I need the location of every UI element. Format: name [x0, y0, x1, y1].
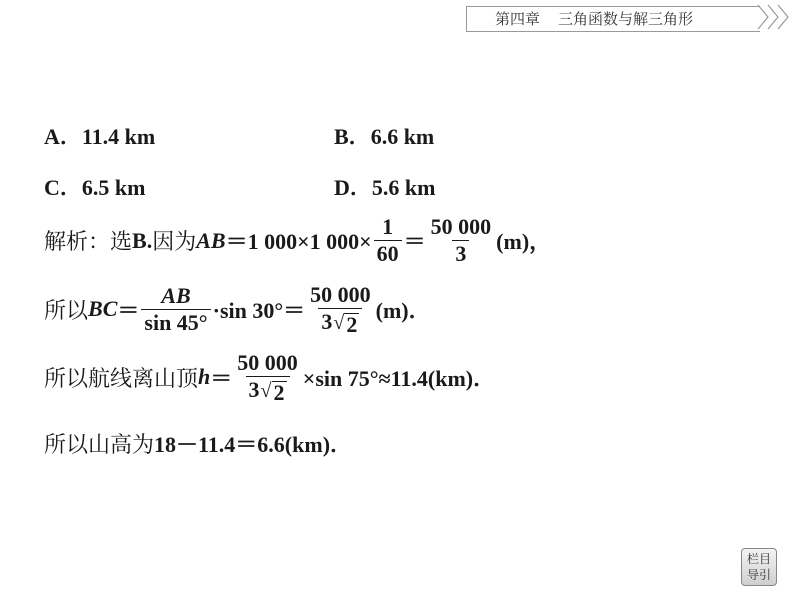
fraction-denominator: sin 45°	[141, 309, 210, 336]
fraction-numerator: 50 000	[237, 350, 298, 375]
fraction-numerator: 50 000	[310, 282, 371, 307]
equals-sign: ＝	[403, 229, 426, 254]
fraction-numerator: AB	[161, 282, 191, 308]
solution-line-1	[44, 214, 551, 267]
fraction-denominator: 3	[452, 240, 469, 267]
fraction-denominator: 60	[374, 240, 402, 267]
option-letter: C．	[44, 175, 82, 200]
fraction-bc-result	[307, 282, 374, 336]
chapter-header	[466, 6, 760, 32]
radicand: 2	[273, 380, 285, 405]
fraction-h	[234, 350, 301, 404]
nav-button-line1: 栏目	[746, 552, 771, 566]
square-root: √ 2	[333, 312, 358, 337]
product-expression: ＝1 000×1 000×	[225, 229, 372, 254]
option-value: 6.5 km	[81, 175, 146, 200]
chapter-number: 第四章	[495, 12, 541, 28]
equals-sign: ＝	[210, 365, 233, 391]
option-value: 6.6 km	[370, 124, 435, 149]
answer-choice: B.	[132, 227, 153, 253]
section-nav-button[interactable]	[741, 548, 777, 586]
fraction-denominator	[246, 376, 290, 404]
option-b	[334, 120, 434, 151]
solution-text: 所以航线离山顶	[44, 365, 199, 391]
option-value: 5.6 km	[371, 175, 436, 200]
option-d	[334, 171, 435, 202]
option-value: 11.4 km	[81, 124, 156, 149]
fraction-numerator: 1	[382, 214, 394, 239]
solution-line-4	[44, 428, 352, 459]
option-c	[44, 171, 145, 202]
radicand: 2	[346, 312, 358, 337]
fraction-one-sixtieth	[374, 214, 402, 267]
equals-sign: ＝	[117, 297, 140, 323]
unit-label: (m)，	[496, 229, 552, 254]
variable-h: h	[198, 364, 211, 389]
sin30-expression: ·sin 30°＝	[212, 297, 306, 323]
nav-button-line2: 导引	[746, 568, 771, 582]
height-expression: 18－11.4＝6.6(km)．	[154, 432, 353, 457]
option-letter: D．	[334, 175, 372, 200]
solution-line-3	[44, 350, 495, 404]
solution-text: 因为	[152, 229, 197, 254]
denominator-coefficient: 3	[248, 377, 260, 402]
solution-text: 所以	[44, 297, 89, 323]
unit-label: (m)．	[375, 297, 431, 323]
fraction-numerator: 50 000	[430, 214, 492, 239]
denominator-coefficient: 3	[321, 309, 333, 334]
solution-text: 所以山高为	[44, 432, 155, 457]
variable-bc: BC	[88, 296, 118, 321]
fraction-denominator	[318, 308, 362, 336]
option-letter: A．	[44, 124, 82, 149]
square-root: √ 2	[260, 380, 285, 405]
solution-line-2	[44, 282, 431, 336]
h-result-expression: ×sin 75°≈11.4(km)．	[302, 365, 496, 391]
option-letter: B．	[334, 124, 371, 149]
chevron-right-icon	[756, 4, 792, 30]
variable-ab: AB	[196, 227, 226, 253]
chapter-title: 三角函数与解三角形	[558, 12, 694, 28]
option-a	[44, 120, 155, 151]
fraction-ab-result	[428, 214, 495, 267]
solution-label: 解析：选	[44, 229, 133, 254]
fraction-ab-over-sin45	[141, 283, 210, 336]
